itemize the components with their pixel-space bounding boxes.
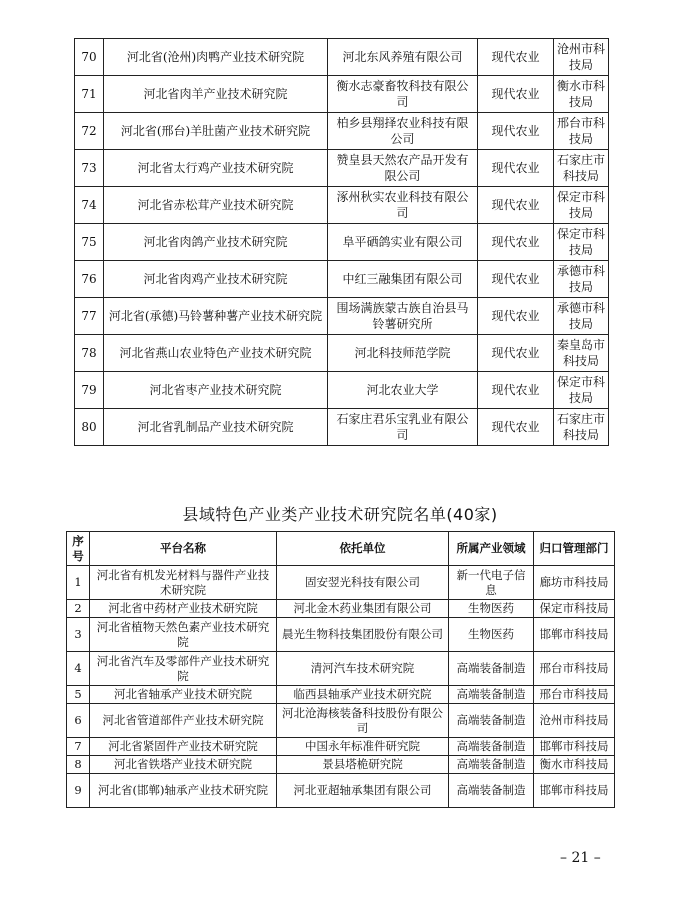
cell-unit: 固安翌光科技有限公司	[277, 566, 449, 600]
cell-no: 6	[67, 704, 90, 738]
page-number: – 21 –	[560, 850, 601, 866]
table-row	[75, 39, 609, 76]
cell-field: 现代农业	[478, 409, 554, 446]
cell-name: 河北省赤松茸产业技术研究院	[104, 187, 328, 224]
cell-field: 高端装备制造	[449, 652, 534, 686]
cell-dept: 石家庄市科技局	[554, 150, 609, 187]
table-row	[75, 298, 609, 335]
cell-name: 河北省轴承产业技术研究院	[90, 686, 277, 704]
cell-field: 现代农业	[478, 224, 554, 261]
table-header-row	[67, 532, 615, 566]
cell-field: 现代农业	[478, 113, 554, 150]
cell-dept: 廊坊市科技局	[534, 566, 615, 600]
cell-unit: 衡水志豪畜牧科技有限公司	[328, 76, 478, 113]
cell-dept: 石家庄市科技局	[554, 409, 609, 446]
cell-no: 1	[67, 566, 90, 600]
cell-dept: 邢台市科技局	[534, 652, 615, 686]
header-no: 序号	[67, 532, 90, 566]
cell-field: 高端装备制造	[449, 738, 534, 756]
cell-dept: 邢台市科技局	[554, 113, 609, 150]
cell-no: 5	[67, 686, 90, 704]
cell-dept: 保定市科技局	[534, 600, 615, 618]
cell-dept: 保定市科技局	[554, 187, 609, 224]
table-row	[67, 652, 615, 686]
cell-name: 河北省(邯郸)轴承产业技术研究院	[90, 774, 277, 808]
cell-name: 河北省紧固件产业技术研究院	[90, 738, 277, 756]
cell-no: 77	[75, 298, 104, 335]
cell-unit: 清河汽车技术研究院	[277, 652, 449, 686]
cell-name: 河北省乳制品产业技术研究院	[104, 409, 328, 446]
cell-name: 河北省肉鸡产业技术研究院	[104, 261, 328, 298]
cell-field: 高端装备制造	[449, 686, 534, 704]
cell-dept: 邢台市科技局	[534, 686, 615, 704]
cell-unit: 阜平硒鸽实业有限公司	[328, 224, 478, 261]
table-row	[75, 187, 609, 224]
cell-name: 河北省铁塔产业技术研究院	[90, 756, 277, 774]
institute-table-body	[75, 39, 609, 446]
cell-unit: 河北科技师范学院	[328, 335, 478, 372]
table-row	[75, 224, 609, 261]
cell-unit: 河北农业大学	[328, 372, 478, 409]
cell-field: 现代农业	[478, 150, 554, 187]
cell-field: 现代农业	[478, 76, 554, 113]
cell-no: 73	[75, 150, 104, 187]
cell-no: 75	[75, 224, 104, 261]
cell-dept: 沧州市科技局	[534, 704, 615, 738]
header-unit: 依托单位	[277, 532, 449, 566]
header-name: 平台名称	[90, 532, 277, 566]
header-dept: 归口管理部门	[534, 532, 615, 566]
cell-field: 高端装备制造	[449, 756, 534, 774]
header-field: 所属产业领域	[449, 532, 534, 566]
cell-dept: 邯郸市科技局	[534, 738, 615, 756]
cell-dept: 邯郸市科技局	[534, 618, 615, 652]
cell-name: 河北省(邢台)羊肚菌产业技术研究院	[104, 113, 328, 150]
cell-unit: 中国永年标准件研究院	[277, 738, 449, 756]
cell-name: 河北省汽车及零部件产业技术研究院	[90, 652, 277, 686]
cell-dept: 沧州市科技局	[554, 39, 609, 76]
cell-name: 河北省肉鸽产业技术研究院	[104, 224, 328, 261]
cell-name: 河北省肉羊产业技术研究院	[104, 76, 328, 113]
cell-field: 现代农业	[478, 298, 554, 335]
cell-name: 河北省枣产业技术研究院	[104, 372, 328, 409]
cell-dept: 衡水市科技局	[554, 76, 609, 113]
cell-no: 79	[75, 372, 104, 409]
table-row	[75, 150, 609, 187]
cell-dept: 衡水市科技局	[534, 756, 615, 774]
cell-no: 74	[75, 187, 104, 224]
cell-field: 生物医药	[449, 600, 534, 618]
cell-field: 高端装备制造	[449, 704, 534, 738]
cell-unit: 临西县轴承产业技术研究院	[277, 686, 449, 704]
cell-name: 河北省(承德)马铃薯种薯产业技术研究院	[104, 298, 328, 335]
table-row	[75, 113, 609, 150]
cell-unit: 河北亚超轴承集团有限公司	[277, 774, 449, 808]
cell-no: 70	[75, 39, 104, 76]
cell-unit: 涿州秋实农业科技有限公司	[328, 187, 478, 224]
cell-no: 8	[67, 756, 90, 774]
cell-name: 河北省管道部件产业技术研究院	[90, 704, 277, 738]
cell-unit: 柏乡县翔择农业科技有限公司	[328, 113, 478, 150]
table-row	[67, 756, 615, 774]
cell-dept: 邯郸市科技局	[534, 774, 615, 808]
table-row	[67, 600, 615, 618]
cell-unit: 河北东风养殖有限公司	[328, 39, 478, 76]
cell-unit: 赞皇县天然农产品开发有限公司	[328, 150, 478, 187]
cell-dept: 承德市科技局	[554, 261, 609, 298]
cell-no: 80	[75, 409, 104, 446]
cell-no: 72	[75, 113, 104, 150]
cell-no: 3	[67, 618, 90, 652]
table-row	[75, 409, 609, 446]
cell-no: 76	[75, 261, 104, 298]
cell-name: 河北省植物天然色素产业技术研究院	[90, 618, 277, 652]
table-row	[67, 774, 615, 808]
table-row	[67, 738, 615, 756]
cell-dept: 保定市科技局	[554, 224, 609, 261]
cell-field: 现代农业	[478, 372, 554, 409]
cell-field: 高端装备制造	[449, 774, 534, 808]
table-row	[67, 704, 615, 738]
cell-no: 9	[67, 774, 90, 808]
cell-name: 河北省燕山农业特色产业技术研究院	[104, 335, 328, 372]
cell-field: 现代农业	[478, 187, 554, 224]
cell-field: 现代农业	[478, 335, 554, 372]
cell-no: 71	[75, 76, 104, 113]
section-title: 县域特色产业类产业技术研究院名单(40家)	[182, 505, 498, 524]
cell-dept: 保定市科技局	[554, 372, 609, 409]
cell-name: 河北省(沧州)肉鸭产业技术研究院	[104, 39, 328, 76]
cell-no: 4	[67, 652, 90, 686]
cell-unit: 景县塔桅研究院	[277, 756, 449, 774]
table-row	[67, 618, 615, 652]
cell-unit: 围场满族蒙古族自治县马铃薯研究所	[328, 298, 478, 335]
cell-no: 78	[75, 335, 104, 372]
table-row	[75, 76, 609, 113]
county-table-body	[67, 566, 615, 808]
cell-field: 现代农业	[478, 39, 554, 76]
cell-name: 河北省有机发光材料与器件产业技术研究院	[90, 566, 277, 600]
institute-table-continued	[74, 38, 609, 446]
cell-no: 7	[67, 738, 90, 756]
table-row	[75, 372, 609, 409]
cell-unit: 河北沧海核装备科技股份有限公司	[277, 704, 449, 738]
table-row	[75, 261, 609, 298]
cell-no: 2	[67, 600, 90, 618]
cell-unit: 中红三融集团有限公司	[328, 261, 478, 298]
cell-dept: 秦皇岛市科技局	[554, 335, 609, 372]
cell-unit: 石家庄君乐宝乳业有限公司	[328, 409, 478, 446]
cell-field: 生物医药	[449, 618, 534, 652]
table-row	[75, 335, 609, 372]
cell-field: 现代农业	[478, 261, 554, 298]
county-institute-table	[66, 531, 615, 808]
cell-unit: 河北金木药业集团有限公司	[277, 600, 449, 618]
table-row	[67, 686, 615, 704]
cell-unit: 晨光生物科技集团股份有限公司	[277, 618, 449, 652]
cell-name: 河北省中药材产业技术研究院	[90, 600, 277, 618]
cell-dept: 承德市科技局	[554, 298, 609, 335]
table-row	[67, 566, 615, 600]
cell-field: 新一代电子信息	[449, 566, 534, 600]
cell-name: 河北省太行鸡产业技术研究院	[104, 150, 328, 187]
